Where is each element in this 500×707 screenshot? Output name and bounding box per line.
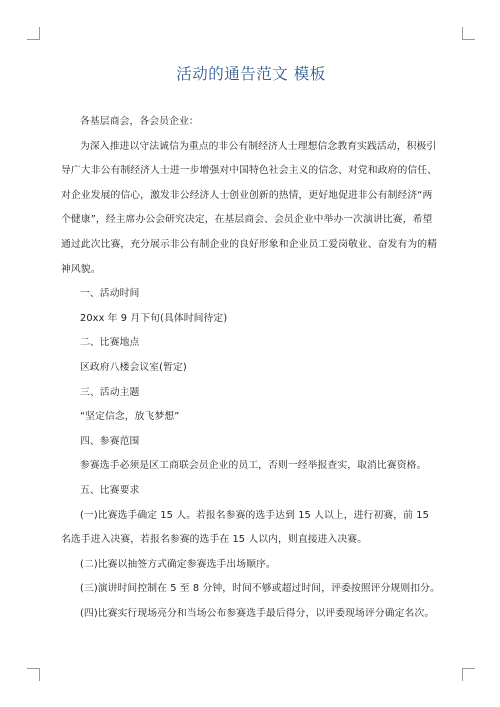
document-body <box>61 62 441 626</box>
salutation: 各基层商会，各会员企业： <box>80 116 199 127</box>
section-heading-location: 二、比赛地点 <box>80 337 140 349</box>
document-title: 活动的通告范文 模板 <box>176 65 326 83</box>
crop-mark-top-left <box>27 27 40 40</box>
requirement-item-2: (二)比赛以抽签方式确定参赛选手出场顺序。 <box>80 558 276 570</box>
intro-paragraph: 为深入推进以守法诚信为重点的非公有制经济人士理想信念教育实践活动，积极引导广大非公有制经济人士进一步增强对中国特色社会主义的信念、对党和政府的信任、对企业发展的信心，激发非公经济人士创业创新的热情，更好地促进非公有制经济“两个健康”，经主席办公会研究决定，在基层商会、会员企业中举办一次演讲比赛，希望通过此次比赛，充分展示非公有制企业的良好形象和企业员工爱岗敬业、奋发有为的精神风貌。 <box>61 140 438 275</box>
requirement-item-4: (四)比赛实行现场亮分和当场公布参赛选手最后得分，以评委现场评分确定名次。 <box>80 607 435 619</box>
requirement-item-3: (三)演讲时间控制在 5 至 8 分钟，时间不够或超过时间，评委按照评分规则扣分。 <box>80 583 440 595</box>
section-body-time: 20xx 年 9 月下旬(具体时间待定) <box>80 312 228 324</box>
section-heading-scope: 四、参赛范围 <box>80 435 140 447</box>
section-body-theme: “坚定信念，放飞梦想” <box>80 411 180 423</box>
section-heading-time: 一、活动时间 <box>80 288 140 300</box>
section-heading-requirements: 五、比赛要求 <box>80 484 140 496</box>
crop-mark-bottom-right <box>462 668 475 681</box>
crop-mark-top-right <box>462 27 475 40</box>
section-body-location: 区政府八楼会议室(暂定) <box>80 361 187 373</box>
crop-mark-bottom-left <box>27 668 40 681</box>
requirement-item-1: (一)比赛选手确定 15 人。若报名参赛的选手达到 15 人以上，进行初赛，前 15 名选手进入决赛，若报名参赛的选手在 15 人以内，则直接进入决赛。 <box>61 509 429 546</box>
section-body-scope: 参赛选手必须是区工商联会员企业的员工，否则一经举报查实，取消比赛资格。 <box>80 460 427 472</box>
section-heading-theme: 三、活动主题 <box>80 386 140 398</box>
